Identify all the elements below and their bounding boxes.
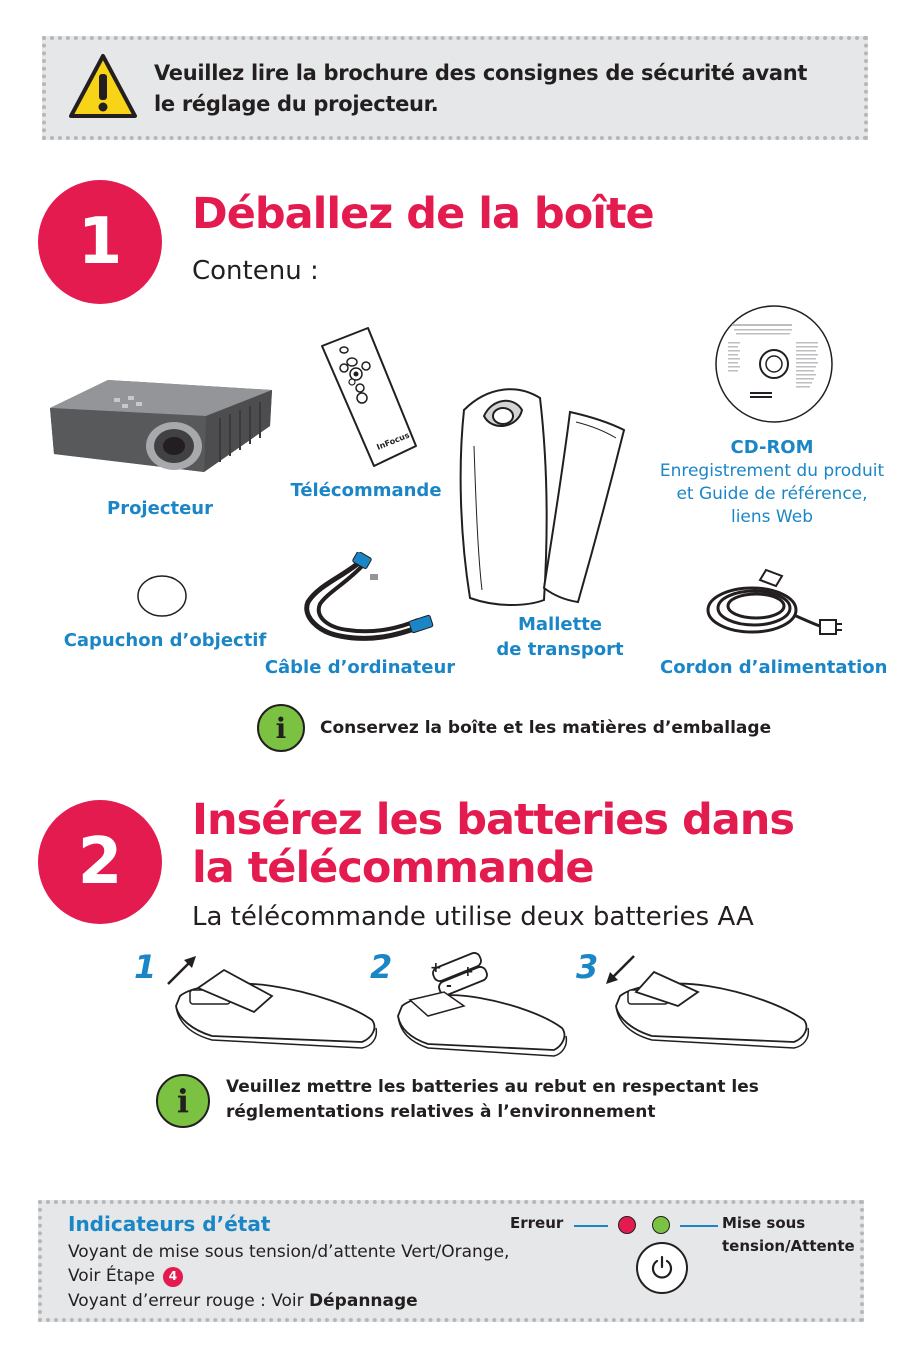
carrying-case-image [448, 376, 628, 612]
remote-control-image [316, 322, 420, 472]
lens-cap-image [136, 574, 188, 618]
step-2-badge: 2 [38, 800, 162, 924]
label-lens-cap: Capuchon d’objectif [63, 630, 267, 651]
status-line-3 [68, 1289, 418, 1314]
error-label: Erreur [510, 1214, 564, 1232]
status-line-2 [68, 1264, 183, 1289]
label-remote: Télécommande [290, 480, 442, 501]
step-1-subtitle: Contenu : [192, 256, 319, 286]
step-2-note [226, 1075, 759, 1125]
step-2-title [192, 796, 794, 892]
svg-text:+: + [430, 960, 442, 976]
svg-text:+: + [462, 964, 474, 980]
power-standby-label [722, 1212, 855, 1258]
label-power-cord: Cordon d’alimentation [660, 657, 888, 678]
step-2-note-line-1: Veuillez mettre les batteries au rebut en respectant les [226, 1077, 759, 1097]
warning-triangle-icon [68, 52, 138, 120]
label-carrying-case [466, 612, 654, 662]
status-title: Indicateurs d’état [68, 1212, 271, 1236]
cd-desc-line-1: Enregistrement du produit [659, 461, 885, 481]
power-icon [649, 1255, 675, 1281]
step-1-note: Conservez la boîte et les matières d’emballage [320, 718, 772, 738]
substep-1-number: 1 [134, 948, 157, 986]
info-icon: i [257, 704, 305, 752]
step-1-title: Déballez de la boîte [192, 189, 654, 239]
remote-brand-logo: InFocus [375, 430, 411, 452]
svg-text:-: - [446, 978, 452, 994]
safety-warning-box [42, 36, 868, 140]
case-line-2: de transport [496, 639, 624, 660]
power-label-line-1: Mise sous [722, 1214, 806, 1232]
power-cord-image [700, 566, 844, 646]
remote-battery-step-2-image [394, 982, 570, 1072]
cd-desc-line-2: et Guide de référence, [676, 484, 868, 504]
warning-line-2: le réglage du projecteur. [154, 92, 439, 116]
remote-battery-step-3-image [612, 966, 812, 1066]
troubleshooting-link[interactable]: Dépannage [309, 1291, 418, 1311]
status-indicators-box [38, 1200, 864, 1322]
cd-rom-description [656, 460, 888, 529]
see-step-text: Voir Étape [68, 1266, 155, 1286]
error-led [618, 1216, 636, 1234]
error-connector-line [574, 1225, 608, 1227]
step-4-badge[interactable]: 4 [163, 1267, 183, 1287]
step-1-badge: 1 [38, 180, 162, 304]
power-label-line-2: tension/Attente [722, 1237, 855, 1255]
step-2-note-line-2: réglementations relatives à l’environnement [226, 1102, 656, 1122]
info-icon: i [156, 1074, 210, 1128]
label-computer-cable: Câble d’ordinateur [264, 657, 456, 678]
cd-desc-line-3: liens Web [730, 507, 813, 527]
error-led-text: Voyant d’erreur rouge : Voir [68, 1291, 304, 1311]
remote-battery-step-1-image [172, 966, 382, 1066]
substep-2-number: 2 [370, 948, 393, 986]
projector-image [44, 368, 276, 480]
substep-3-number: 3 [576, 948, 599, 986]
step-2-subtitle: La télécommande utilise deux batteries AA [192, 902, 754, 932]
label-projector: Projecteur [107, 498, 213, 519]
status-line-1: Voyant de mise sous tension/d’attente Vert/Orange, [68, 1242, 510, 1262]
case-line-1: Mallette [517, 614, 603, 635]
computer-cable-image [300, 552, 440, 652]
power-connector-line [680, 1225, 718, 1227]
power-button[interactable] [636, 1242, 688, 1294]
step-2-title-line-1: Insérez les batteries dans [192, 795, 794, 845]
label-cd-rom: CD-ROM [730, 437, 814, 458]
warning-line-1: Veuillez lire la brochure des consignes de sécurité avant [154, 61, 808, 85]
cd-rom-image [714, 304, 834, 428]
step-2-title-line-2: la télécommande [192, 843, 594, 893]
power-led [652, 1216, 670, 1234]
